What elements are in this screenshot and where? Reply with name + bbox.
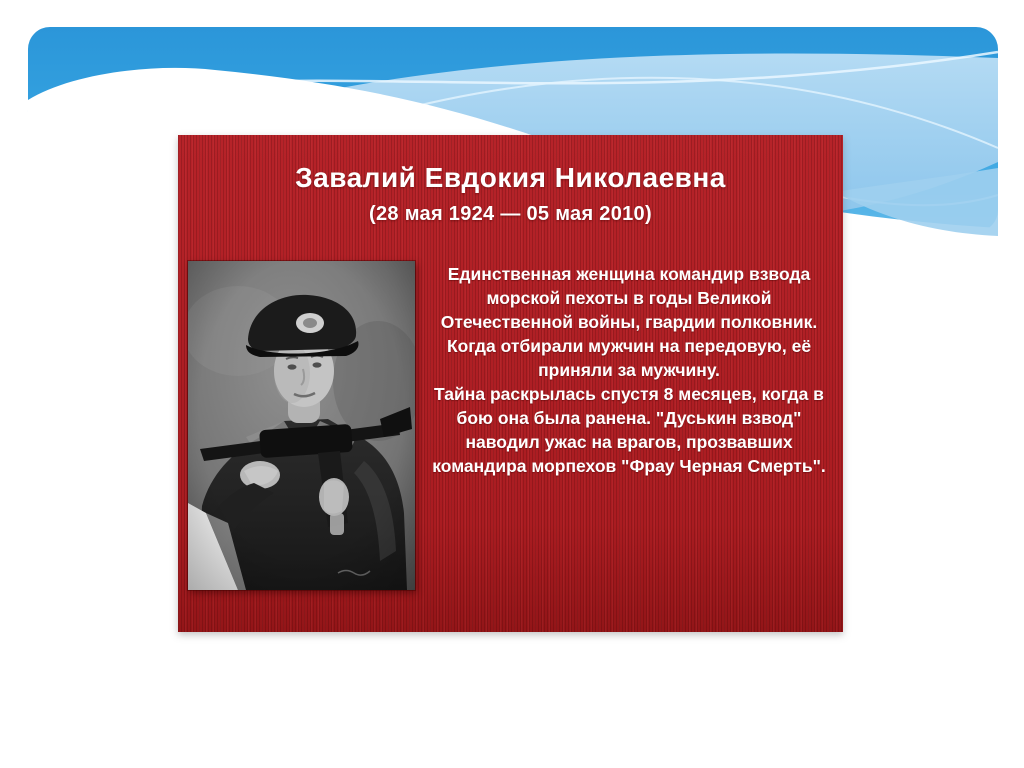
- biography-line: морской пехоты в годы Великой: [486, 288, 772, 308]
- biography-line: Когда отбирали мужчин на передовую, её: [446, 336, 812, 356]
- biography-line: Отечественной войны, гвардии полковник.: [440, 312, 818, 332]
- portrait-photo: [188, 261, 415, 590]
- biography-line: Единственная женщина командир взвода: [447, 264, 811, 284]
- biography-line: наводил ужас на врагов, прозвавших: [465, 432, 793, 452]
- biography-line: приняли за мужчину.: [538, 360, 720, 380]
- biography-line: командира морпехов "Фрау Черная Смерть".: [432, 456, 826, 476]
- biography-line: Тайна раскрылась спустя 8 месяцев, когда в: [434, 384, 824, 404]
- portrait-graphic: [188, 261, 415, 590]
- person-name-title: Завалий Евдокия Николаевна: [295, 162, 726, 193]
- biography-text: [425, 262, 833, 478]
- info-panel: [178, 135, 843, 632]
- biography-line: бою она была ранена. "Дуськин взвод": [456, 408, 802, 428]
- life-dates: (28 мая 1924 — 05 мая 2010): [369, 203, 652, 225]
